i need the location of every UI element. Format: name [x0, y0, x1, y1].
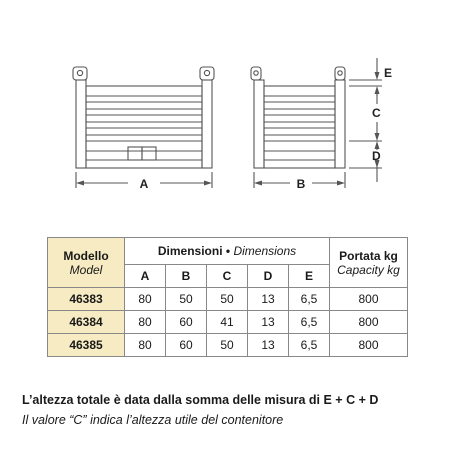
column-header-d: D — [248, 265, 289, 288]
specification-table — [47, 237, 408, 357]
side-view — [251, 58, 392, 191]
dimension-label-c: C — [372, 106, 381, 120]
cell-c: 50 — [207, 288, 248, 311]
cell-a: 80 — [125, 334, 166, 357]
model-header-en: Model — [69, 262, 103, 277]
dimension-label-b: B — [296, 177, 306, 191]
capacity-cell: 800 — [330, 334, 408, 357]
capacity-cell: 800 — [330, 288, 408, 311]
cell-c: 50 — [207, 334, 248, 357]
dimension-label-d: D — [372, 149, 381, 163]
capacity-header-en: Capacity kg — [337, 262, 400, 277]
cell-e: 6,5 — [289, 334, 330, 357]
note-total-height: L’altezza totale è data dalla somma delle misura di E + C + D — [22, 393, 379, 407]
dimensions-header-en: Dimensions — [233, 244, 297, 258]
table-row — [48, 334, 408, 357]
dimensions-separator: • — [225, 244, 231, 258]
capacity-cell: 800 — [330, 311, 408, 334]
cell-b: 60 — [166, 311, 207, 334]
cell-b: 60 — [166, 334, 207, 357]
front-view — [73, 67, 214, 191]
model-cell: 46385 — [48, 334, 125, 357]
cell-b: 50 — [166, 288, 207, 311]
model-cell: 46384 — [48, 311, 125, 334]
cell-d: 13 — [248, 334, 289, 357]
cell-c: 41 — [207, 311, 248, 334]
model-header: Modello — [63, 248, 109, 263]
dimensions-header-cell — [125, 238, 330, 265]
column-header-e: E — [289, 265, 330, 288]
table-row — [48, 288, 408, 311]
cell-d: 13 — [248, 311, 289, 334]
cell-e: 6,5 — [289, 288, 330, 311]
table-row — [48, 311, 408, 334]
cell-d: 13 — [248, 288, 289, 311]
dimensions-header: Dimensioni — [157, 244, 223, 258]
dimension-label-e: E — [384, 66, 393, 80]
note-c-value: Il valore “C” indica l’altezza utile del contenitore — [22, 413, 284, 427]
capacity-header-cell — [330, 238, 408, 288]
model-header-cell — [48, 238, 125, 288]
column-header-c: C — [207, 265, 248, 288]
model-cell: 46383 — [48, 288, 125, 311]
column-header-b: B — [166, 265, 207, 288]
cell-e: 6,5 — [289, 311, 330, 334]
cell-a: 80 — [125, 311, 166, 334]
capacity-header: Portata kg — [339, 248, 398, 263]
cell-a: 80 — [125, 288, 166, 311]
dimension-label-a: A — [139, 177, 149, 191]
column-header-a: A — [125, 265, 166, 288]
